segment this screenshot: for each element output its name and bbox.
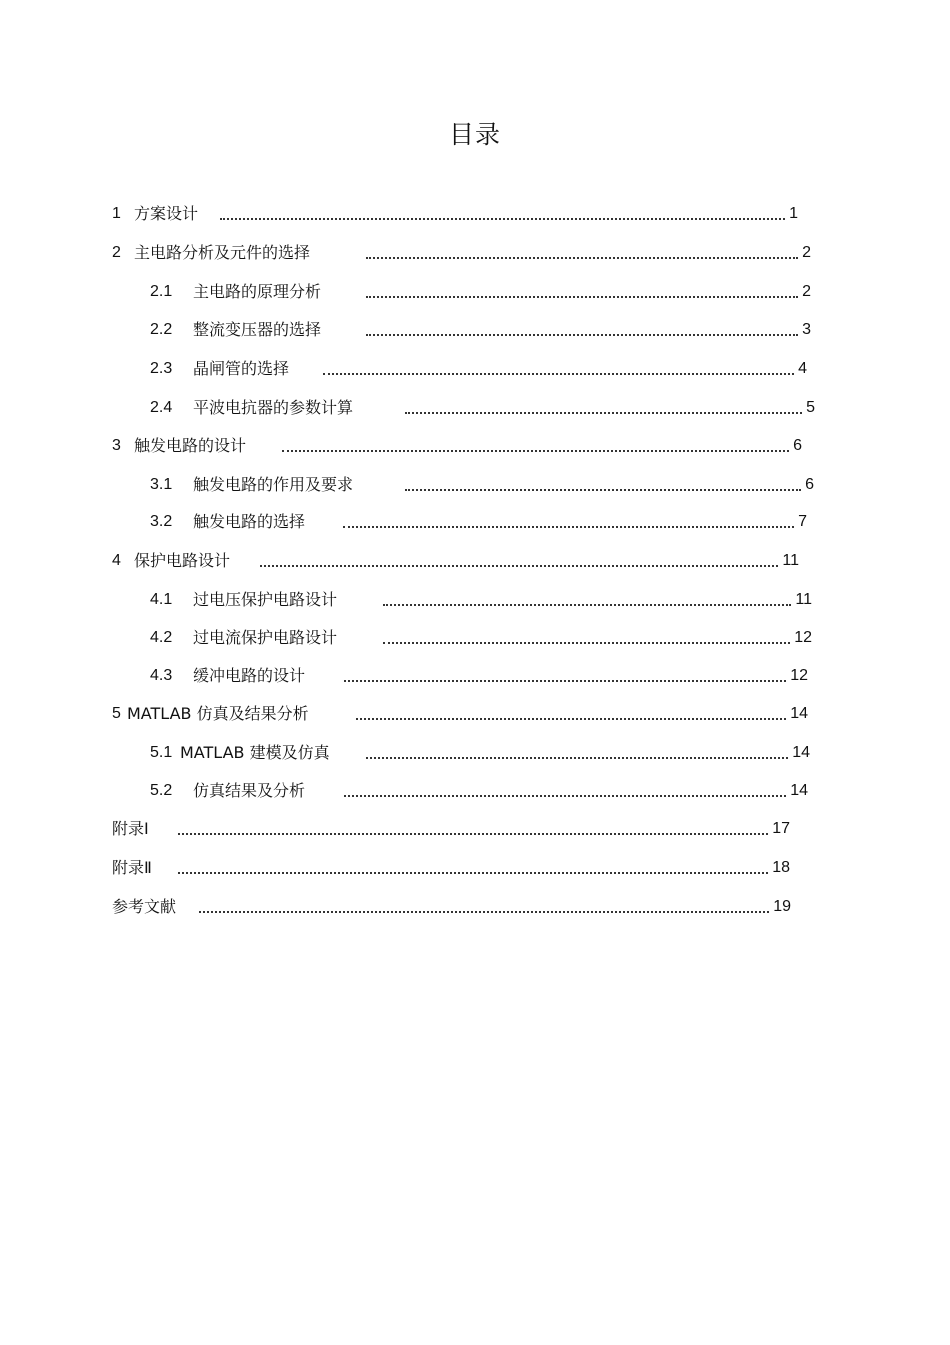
toc-leader-dots (343, 510, 798, 534)
toc-leader-dots (260, 549, 782, 573)
toc-entry-title: MATLAB 建模及仿真 (180, 743, 330, 762)
toc-entry-number: 5 (112, 705, 121, 722)
toc-entry[interactable] (150, 396, 815, 420)
toc-entry-page: 12 (790, 667, 808, 684)
toc-entry-page: 14 (792, 744, 810, 761)
toc-entry[interactable] (112, 202, 798, 226)
toc-entry-page: 19 (773, 898, 791, 915)
toc-entry-title: 方案设计 (134, 204, 199, 223)
toc-entry-page: 14 (790, 782, 808, 799)
toc-entry-page: 12 (794, 629, 812, 646)
toc-leader-dots (178, 817, 772, 841)
toc-entry[interactable] (150, 588, 812, 612)
toc-entry[interactable] (150, 741, 810, 765)
toc-entry-title: 晶闸管的选择 (193, 359, 290, 378)
toc-entry-title: 触发电路的选择 (193, 512, 306, 531)
toc-entry[interactable] (150, 664, 808, 688)
toc-entry-title: 主电路的原理分析 (193, 282, 322, 301)
toc-entry-number: 1 (112, 205, 121, 222)
toc-leader-dots (405, 473, 805, 497)
toc-entry-number: 4 (112, 552, 121, 569)
toc-entry-number: 4.3 (150, 667, 173, 684)
toc-entry-page: 6 (793, 437, 802, 454)
toc-entry-page: 3 (802, 321, 811, 338)
toc-entry[interactable] (150, 779, 808, 803)
toc-entry[interactable] (112, 241, 811, 265)
toc-leader-dots (366, 741, 792, 765)
toc-entry-page: 7 (798, 513, 807, 530)
toc-leader-dots (323, 357, 798, 381)
toc-leader-dots (366, 241, 802, 265)
toc-entry[interactable] (112, 434, 802, 458)
toc-leader-dots (344, 779, 790, 803)
toc-leader-dots (366, 318, 802, 342)
toc-entry-title: 保护电路设计 (134, 551, 231, 570)
toc-entry-title: 过电流保护电路设计 (193, 628, 338, 647)
toc-entry-page: 5 (806, 399, 815, 416)
toc-entry[interactable] (150, 626, 812, 650)
toc-leader-dots (366, 280, 802, 304)
toc-leader-dots (220, 202, 789, 226)
toc-entry-title: 过电压保护电路设计 (193, 590, 338, 609)
toc-entry-number: 3.1 (150, 476, 173, 493)
toc-entry-number: 2.4 (150, 399, 173, 416)
toc-entry[interactable] (112, 895, 791, 919)
toc-entry-number: 4.2 (150, 629, 173, 646)
toc-entry-number: 2 (112, 244, 121, 261)
toc-entry-title: 缓冲电路的设计 (193, 666, 306, 685)
toc-leader-dots (178, 856, 772, 880)
toc-entry-number: 3.2 (150, 513, 173, 530)
toc-entry-page: 11 (795, 591, 812, 608)
toc-entry-page: 18 (772, 859, 790, 876)
toc-entry[interactable] (150, 510, 807, 534)
toc-entry-number: 2.1 (150, 283, 173, 300)
toc-entry-title: 参考文献 (112, 897, 177, 916)
toc-entry[interactable] (150, 473, 814, 497)
toc-entry-title: 主电路分析及元件的选择 (134, 243, 311, 262)
toc-entry-page: 14 (790, 705, 808, 722)
toc-entry-number: 5.1 (150, 744, 173, 761)
toc-entry[interactable] (150, 357, 807, 381)
toc-entry[interactable] (112, 549, 799, 573)
toc-leader-dots (356, 702, 790, 726)
toc-entry-title: MATLAB 仿真及结果分析 (127, 704, 309, 723)
toc-entry[interactable] (112, 856, 790, 880)
toc-leader-dots (199, 895, 773, 919)
toc-entry-number: 5.2 (150, 782, 173, 799)
toc-entry-number: 4.1 (150, 591, 173, 608)
toc-entry[interactable] (112, 817, 790, 841)
toc-leader-dots (383, 626, 794, 650)
toc-entry-title: 附录Ⅱ (112, 858, 152, 877)
toc-leader-dots (405, 396, 806, 420)
toc-entry-title: 触发电路的作用及要求 (193, 475, 354, 494)
page-title: 目录 (448, 120, 501, 149)
toc-entry-page: 11 (782, 552, 799, 569)
toc-leader-dots (344, 664, 790, 688)
toc-entry-page: 2 (802, 283, 811, 300)
toc-entry-number: 2.3 (150, 360, 173, 377)
toc-entry-page: 2 (802, 244, 811, 261)
toc-entry[interactable] (150, 280, 811, 304)
toc-entry-page: 17 (772, 820, 790, 837)
toc-entry[interactable] (112, 702, 808, 726)
toc-entry-page: 4 (798, 360, 807, 377)
toc-entry-page: 6 (805, 476, 814, 493)
toc-entry-number: 3 (112, 437, 121, 454)
toc-entry-number: 2.2 (150, 321, 173, 338)
toc-entry-title: 触发电路的设计 (134, 436, 247, 455)
toc-leader-dots (383, 588, 795, 612)
toc-leader-dots (282, 434, 793, 458)
toc-entry-title: 仿真结果及分析 (193, 781, 306, 800)
toc-entry-title: 附录Ⅰ (112, 819, 149, 838)
toc-entry-title: 整流变压器的选择 (193, 320, 322, 339)
toc-entry[interactable] (150, 318, 811, 342)
toc-entry-page: 1 (789, 205, 798, 222)
toc-entry-title: 平波电抗器的参数计算 (193, 398, 354, 417)
